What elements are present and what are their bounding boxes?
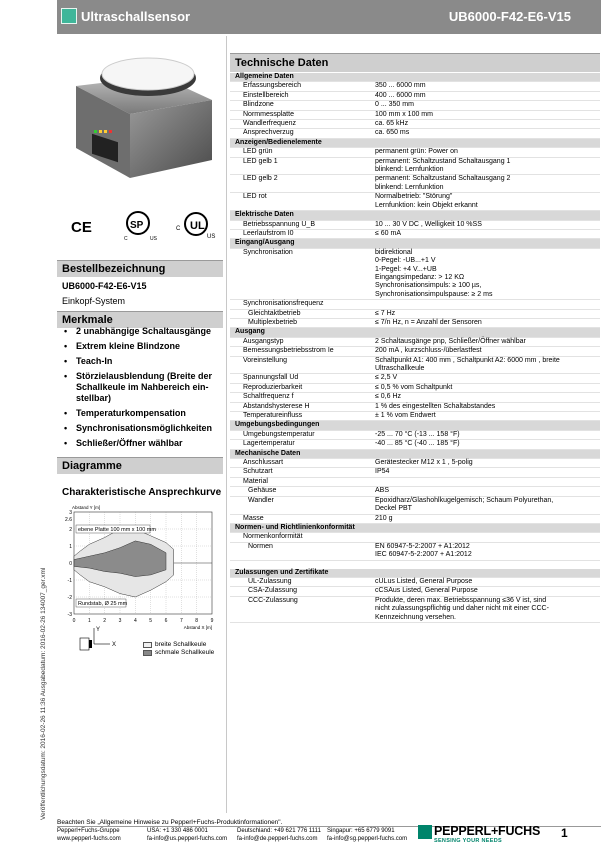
row-label: Leerlaufstrom I0 — [243, 229, 294, 237]
row-value: -40 ... 85 °C (-40 ... 185 °F) — [375, 440, 460, 448]
row-value: ≤ 0,6 Hz — [375, 393, 402, 401]
row-label: Betriebsspannung U_B — [243, 220, 315, 228]
row-value: permanent: Schaltzustand Schaltausgang 2 blinkend: Lernfunktion — [375, 175, 511, 191]
table-section-header — [230, 328, 600, 337]
table-section-header — [230, 139, 600, 148]
row-label: Einstellbereich — [243, 91, 289, 99]
row-label: Lagertemperatur — [243, 440, 295, 448]
table-row — [230, 597, 600, 623]
x-tick-label: 6 — [164, 618, 168, 624]
brand-mark-icon — [418, 825, 432, 839]
footer-contact — [327, 828, 417, 843]
table-row — [230, 478, 600, 487]
section-label: Normen- und Richtlinienkonformität — [235, 523, 355, 531]
row-label: Normenkonformität — [243, 533, 303, 541]
page-number: 1 — [561, 826, 568, 840]
section-label: Elektrische Daten — [235, 211, 294, 219]
row-value: EN 60947-5-2:2007 + A1:2012 IEC 60947-5-2:2007 + A1:2012 — [375, 542, 472, 559]
table-row — [230, 338, 600, 347]
table-row — [230, 440, 600, 449]
product-photo — [68, 56, 216, 182]
feature-item: • Schließer/Öffner wählbar — [62, 438, 227, 449]
x-tick-label: 2 — [103, 618, 107, 624]
legend-item — [143, 649, 214, 657]
row-label: Gehäuse — [248, 487, 277, 495]
table-row — [230, 515, 600, 524]
table-section-header — [230, 524, 600, 533]
table-row — [230, 403, 600, 412]
y-tick-label: 3 — [69, 510, 72, 516]
annotation-rod: Rundstab, Ø 25 mm — [78, 601, 128, 607]
contact-link[interactable]: fa-info@us.pepperl-fuchs.com — [147, 835, 228, 842]
sensor-sketch-icon — [80, 638, 89, 650]
feature-item: • Temperaturkompensation — [62, 408, 227, 419]
table-section-header — [230, 450, 600, 459]
row-value — [375, 533, 600, 541]
row-value: cULus Listed, General Purpose — [375, 577, 473, 585]
contact-line: USA: +1 330 486 0001 — [147, 828, 208, 834]
row-value: bidirektional 0-Pegel: -UB...+1 V 1-Pegel: +4 V...+UB Eingangsimpedanz: > 12 KΩ Synchronisationsimpuls: ≥ 100 µs, Synchronisationsimpulspause: ≥ 2 ms — [375, 248, 493, 298]
contact-link[interactable]: fa-info@de.pepperl-fuchs.com — [237, 835, 318, 842]
y-axis-label: Abstand Y [m] — [72, 505, 101, 510]
row-value: -25 ... 70 °C (-13 ... 158 °F) — [375, 430, 460, 438]
annotation-plate: ebene Platte 100 mm x 100 mm — [78, 527, 156, 533]
row-value: 10 ... 30 V DC , Welligkeit 10 %SS — [375, 220, 482, 228]
section-label: Umgebungsbedingungen — [235, 421, 320, 429]
row-label: Anschlussart — [243, 459, 284, 467]
row-label: Schutzart — [243, 468, 273, 476]
model-title: UB6000-F42-E6-V15 — [448, 9, 571, 24]
contact-line: Pepperl+Fuchs-Gruppe — [57, 828, 120, 834]
row-label: Multiplexbetrieb — [248, 318, 298, 326]
row-label: Erfassungsbereich — [243, 82, 301, 90]
category-title: Ultraschallsensor — [81, 9, 191, 24]
contact-link[interactable]: fa-info@sg.pepperl-fuchs.com — [327, 835, 408, 842]
row-value: ≤ 7/n Hz, n = Anzahl der Sensoren — [375, 318, 482, 326]
row-label: LED gelb 1 — [243, 157, 278, 165]
footer-contacts — [57, 828, 417, 843]
table-row — [230, 412, 600, 421]
table-row — [230, 543, 600, 561]
section-label: Anzeigen/Bedienelemente — [235, 138, 322, 146]
row-label: LED gelb 2 — [243, 175, 278, 183]
table-row — [230, 82, 600, 91]
table-row — [230, 487, 600, 496]
row-value: Produkte, deren max. Betriebsspannung ≤36 V ist, sind nicht zulassungspflichtig und daher nicht mit einer CCC- Kennzeichnung versehen. — [375, 596, 549, 621]
row-label: UL-Zulassung — [248, 577, 292, 585]
table-row — [230, 347, 600, 356]
table-row — [230, 431, 600, 440]
diagrams-section-header: Diagramme — [57, 457, 223, 474]
row-value: ≤ 7 Hz — [375, 309, 396, 317]
features-section-header: Merkmale — [57, 311, 223, 328]
row-label: Wandlerfrequenz — [243, 120, 297, 128]
table-row — [230, 384, 600, 393]
row-value: ca. 650 ms — [375, 129, 410, 137]
section-label: Zulassungen und Zertifikate — [235, 568, 329, 576]
table-row — [230, 120, 600, 129]
row-value — [375, 478, 600, 486]
footer-contact — [237, 828, 327, 843]
table-section-header — [230, 211, 600, 220]
svg-text:US: US — [150, 236, 157, 242]
category-square-icon — [61, 8, 77, 24]
table-row — [230, 158, 600, 176]
order-code-section-header: Bestellbezeichnung — [57, 260, 223, 277]
x-tick-label: 1 — [87, 618, 91, 624]
order-code-description: Einkopf-System — [62, 296, 126, 306]
legend-swatch — [143, 650, 152, 656]
feature-item: • Störzielausblendung (Breite der Schallkeule im Nahbereich ein-stellbar) — [62, 371, 227, 404]
contact-link[interactable]: www.pepperl-fuchs.com — [57, 835, 121, 842]
row-label: Schaltfrequenz f — [243, 393, 294, 401]
table-row — [230, 148, 600, 157]
row-label: Wandler — [248, 496, 274, 504]
table-row — [230, 587, 600, 596]
footer-contact — [147, 828, 237, 843]
table-row — [230, 533, 600, 542]
table-row — [230, 357, 600, 375]
table-row — [230, 468, 600, 477]
table-row — [230, 111, 600, 120]
row-label: Synchronisationsfrequenz — [243, 300, 324, 308]
contact-line: Singapur: +65 6779 9091 — [327, 828, 395, 834]
technical-data-table — [230, 73, 600, 623]
certification-logos — [68, 208, 218, 242]
contact-line: Deutschland: +49 621 776 1111 — [237, 828, 321, 834]
footer-contact — [57, 828, 147, 843]
footer-note: Beachten Sie „Allgemeine Hinweise zu Pepperl+Fuchs-Produktinformationen". — [57, 819, 283, 826]
svg-text:CE: CE — [71, 219, 92, 236]
x-tick-label: 8 — [195, 618, 199, 624]
x-tick-label: 9 — [210, 618, 214, 624]
svg-text:C: C — [176, 226, 181, 232]
row-value: ABS — [375, 487, 390, 495]
table-row — [230, 221, 600, 230]
row-value: 100 mm x 100 mm — [375, 110, 433, 118]
row-value: cCSAus Listed, General Purpose — [375, 587, 478, 595]
feature-item: • Extrem kleine Blindzone — [62, 341, 227, 352]
row-value: ≤ 60 mA — [375, 229, 402, 237]
row-label: Blindzone — [243, 101, 274, 109]
row-value: 1 % des eingestellten Schaltabstandes — [375, 402, 496, 410]
row-label: CCC-Zulassung — [248, 596, 298, 604]
order-code: UB6000-F42-E6-V15 — [62, 281, 147, 291]
row-label: Gleichtaktbetrieb — [248, 309, 301, 317]
row-label: Reproduzierbarkeit — [243, 383, 303, 391]
legend-label: schmale Schallkeule — [155, 649, 215, 656]
table-section-header — [230, 569, 600, 578]
brand-logo — [418, 823, 550, 847]
chart-title: Charakteristische Ansprechkurve — [62, 487, 222, 498]
row-value: 350 ... 6000 mm — [375, 82, 426, 90]
table-row — [230, 578, 600, 587]
table-section-header — [230, 239, 600, 248]
row-value: 2 Schaltausgänge pnp, Schließer/Öffner wählbar — [375, 337, 526, 345]
table-row — [230, 230, 600, 239]
table-row — [230, 92, 600, 101]
row-value: ± 1 % vom Endwert — [375, 412, 436, 420]
section-label: Ausgang — [235, 328, 265, 336]
row-value: Schaltpunkt A1: 400 mm , Schaltpunkt A2: 6000 mm , breite Ultraschallkeule — [375, 356, 560, 372]
technical-data-header: Technische Daten — [230, 53, 600, 72]
table-spacer — [230, 561, 600, 569]
title-bar — [57, 0, 601, 34]
row-label: Masse — [243, 514, 264, 522]
svg-text:UL: UL — [190, 220, 205, 232]
table-row — [230, 319, 600, 328]
row-label: Normen — [248, 542, 273, 550]
table-row — [230, 129, 600, 138]
row-label: Normmessplatte — [243, 110, 294, 118]
x-tick-label: 7 — [179, 618, 183, 624]
section-label: Mechanische Daten — [235, 449, 301, 457]
row-value: 0 ... 350 mm — [375, 101, 414, 109]
row-label: LED grün — [243, 148, 273, 156]
legend-swatch — [143, 642, 152, 648]
row-value: Normalbetrieb: "Störung" Lernfunktion: kein Objekt erkannt — [375, 193, 478, 209]
svg-text:US: US — [207, 234, 216, 240]
table-section-header — [230, 73, 600, 82]
svg-text:C: C — [124, 236, 128, 242]
row-label: Umgebungstemperatur — [243, 430, 315, 438]
section-label: Eingang/Ausgang — [235, 239, 295, 247]
features-list — [62, 326, 227, 453]
row-value: Epoxidharz/Glashohlkugelgemisch; Schaum Polyurethan, Deckel PBT — [375, 496, 554, 513]
y-tick-label: 2 — [69, 527, 72, 533]
brand-name: PEPPERL+FUCHS — [434, 824, 541, 838]
x-tick-label: 3 — [118, 618, 122, 624]
x-tick-label: 4 — [133, 618, 137, 624]
row-label: Abstandshysterese H — [243, 402, 310, 410]
sensor-face-icon — [89, 640, 92, 648]
row-value: IP54 — [375, 468, 390, 476]
table-row — [230, 497, 600, 515]
svg-text:SP: SP — [130, 220, 144, 231]
x-tick-label: 5 — [149, 618, 153, 624]
row-label: Ausgangstyp — [243, 337, 284, 345]
y-tick-label: 0 — [69, 561, 72, 567]
feature-item: • Synchronisationsmöglichkeiten — [62, 423, 227, 434]
feature-item: • 2 unabhängige Schaltausgänge — [62, 326, 227, 337]
y-tick-label: -1 — [67, 578, 72, 584]
table-row — [230, 175, 600, 193]
row-value: 200 mA , kurzschluss-/überlastfest — [375, 347, 482, 355]
table-row — [230, 249, 600, 300]
row-value — [375, 300, 600, 308]
brand-tagline: SENSING YOUR NEEDS — [434, 838, 502, 844]
row-value: Gerätestecker M12 x 1 , 5-polig — [375, 459, 473, 467]
row-value: 400 ... 6000 mm — [375, 91, 426, 99]
section-label: Allgemeine Daten — [235, 73, 294, 80]
row-label: Bemessungsbetriebsstrom Ie — [243, 347, 334, 355]
row-value: 210 g — [375, 514, 393, 522]
x-axis-label: Abstand X [m] — [183, 625, 212, 630]
row-label: Spannungsfall Ud — [243, 374, 299, 382]
row-value: permanent: Schaltzustand Schaltausgang 1 blinkend: Lernfunktion — [375, 157, 511, 174]
row-value: permanent grün: Power on — [375, 148, 458, 156]
y-tick-label: -3 — [67, 612, 72, 618]
table-section-header — [230, 421, 600, 430]
row-value: ≤ 0,5 % vom Schaltpunkt — [375, 383, 453, 391]
axis-y-label: Y — [96, 627, 101, 633]
table-row — [230, 193, 600, 211]
table-row — [230, 300, 600, 309]
row-label: Ansprechverzug — [243, 129, 294, 137]
chart-legend — [143, 641, 214, 657]
feature-item: • Teach-In — [62, 356, 227, 367]
row-label: Synchronisation — [243, 248, 293, 256]
row-label: LED rot — [243, 193, 267, 201]
row-label: CSA-Zulassung — [248, 587, 298, 595]
table-row — [230, 459, 600, 468]
legend-item — [143, 641, 214, 649]
table-row — [230, 393, 600, 402]
axis-x-label: X — [112, 642, 117, 648]
y-tick-label: 1 — [69, 544, 72, 550]
y-tick-label: -2 — [67, 595, 72, 601]
row-label: Voreinstellung — [243, 356, 287, 364]
legend-label: breite Schallkeule — [155, 641, 207, 648]
row-value: ca. 65 kHz — [375, 120, 409, 128]
row-label: Material — [243, 477, 268, 485]
table-row — [230, 101, 600, 110]
row-label: Temperatureinfluss — [243, 412, 303, 420]
x-tick-label: 0 — [72, 618, 76, 624]
row-value: ≤ 2,5 V — [375, 374, 398, 382]
table-row — [230, 310, 600, 319]
publication-date-text: Veröffentlichungsdatum: 2016-02-26 11:36 Ausgabedatum: 2016-02-26 134007_ger.xml — [40, 567, 47, 820]
table-row — [230, 374, 600, 383]
y-tick-label: 2.6 — [65, 516, 72, 523]
